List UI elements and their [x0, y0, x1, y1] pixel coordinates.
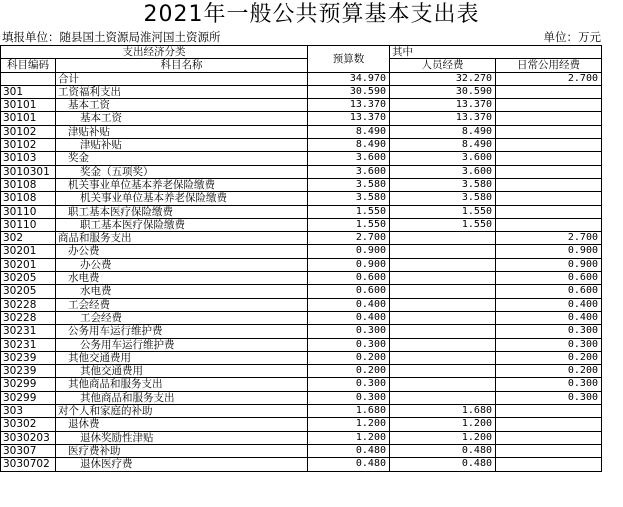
- code-cell: 30108: [1, 192, 56, 205]
- name-cell: 津贴补贴: [56, 139, 308, 152]
- table-row: [1, 365, 602, 378]
- personnel-cell: [390, 378, 496, 391]
- header-econ-class: 支出经济分类: [1, 46, 308, 59]
- personnel-cell: [390, 365, 496, 378]
- code-cell: 30110: [1, 205, 56, 218]
- header-among: 其中: [390, 46, 602, 59]
- personnel-cell: [390, 245, 496, 258]
- daily-cell: [496, 99, 602, 112]
- daily-cell: [496, 125, 602, 138]
- code-cell: 30307: [1, 444, 56, 457]
- code-cell: 30101: [1, 99, 56, 112]
- personnel-cell: [390, 391, 496, 404]
- name-cell: 职工基本医疗保险缴费: [56, 218, 308, 231]
- personnel-cell: 1.200: [390, 431, 496, 444]
- daily-cell: [496, 405, 602, 418]
- table-row: [1, 72, 602, 85]
- name-cell: 工资福利支出: [56, 85, 308, 98]
- table-row: [1, 165, 602, 178]
- daily-cell: [496, 85, 602, 98]
- code-cell: 30228: [1, 298, 56, 311]
- budget-cell: 0.300: [308, 325, 390, 338]
- name-cell: 医疗费补助: [56, 444, 308, 457]
- code-cell: 30205: [1, 285, 56, 298]
- table-body: [1, 72, 602, 471]
- daily-cell: 0.900: [496, 258, 602, 271]
- name-cell: 奖金: [56, 152, 308, 165]
- daily-cell: [496, 139, 602, 152]
- name-cell: 基本工资: [56, 99, 308, 112]
- personnel-cell: 0.480: [390, 458, 496, 471]
- table-row: [1, 192, 602, 205]
- table-row: [1, 125, 602, 138]
- daily-cell: 2.700: [496, 232, 602, 245]
- name-cell: 职工基本医疗保险缴费: [56, 205, 308, 218]
- budget-cell: 3.600: [308, 152, 390, 165]
- budget-cell: 2.700: [308, 232, 390, 245]
- personnel-cell: [390, 338, 496, 351]
- personnel-cell: [390, 325, 496, 338]
- code-cell: [1, 72, 56, 85]
- personnel-cell: 13.370: [390, 99, 496, 112]
- daily-cell: 0.300: [496, 338, 602, 351]
- table-row: [1, 325, 602, 338]
- page-title: 2021年一般公共预算基本支出表: [143, 2, 480, 27]
- budget-cell: 13.370: [308, 112, 390, 125]
- daily-cell: 0.600: [496, 272, 602, 285]
- header-code: 科目编码: [1, 59, 56, 72]
- code-cell: 30102: [1, 125, 56, 138]
- table-row: [1, 272, 602, 285]
- name-cell: 退休奖励性津贴: [56, 431, 308, 444]
- budget-cell: 1.550: [308, 218, 390, 231]
- budget-cell: 0.900: [308, 258, 390, 271]
- code-cell: 30302: [1, 418, 56, 431]
- table-row: [1, 311, 602, 324]
- table-row: [1, 431, 602, 444]
- daily-cell: [496, 205, 602, 218]
- daily-cell: [496, 431, 602, 444]
- name-cell: 工会经费: [56, 298, 308, 311]
- name-cell: 商品和服务支出: [56, 232, 308, 245]
- budget-cell: 0.400: [308, 298, 390, 311]
- table-row: [1, 139, 602, 152]
- daily-cell: [496, 152, 602, 165]
- code-cell: 30110: [1, 218, 56, 231]
- name-cell: 机关事业单位基本养老保险缴费: [56, 192, 308, 205]
- table-row: [1, 258, 602, 271]
- code-cell: 3030203: [1, 431, 56, 444]
- table-row: [1, 205, 602, 218]
- daily-cell: 0.300: [496, 378, 602, 391]
- name-cell: 退休费: [56, 418, 308, 431]
- budget-cell: 30.590: [308, 85, 390, 98]
- code-cell: 30299: [1, 391, 56, 404]
- budget-cell: 0.900: [308, 245, 390, 258]
- daily-cell: 0.900: [496, 245, 602, 258]
- table-row: [1, 351, 602, 364]
- code-cell: 30239: [1, 365, 56, 378]
- name-cell: 工会经费: [56, 311, 308, 324]
- budget-cell: 1.680: [308, 405, 390, 418]
- personnel-cell: 1.200: [390, 418, 496, 431]
- table-row: [1, 218, 602, 231]
- name-cell: 公务用车运行维护费: [56, 325, 308, 338]
- code-cell: 3010301: [1, 165, 56, 178]
- budget-cell: 1.200: [308, 431, 390, 444]
- name-cell: 奖金（五项奖）: [56, 165, 308, 178]
- name-cell: 退休医疗费: [56, 458, 308, 471]
- name-cell: 合计: [56, 72, 308, 85]
- budget-cell: 0.200: [308, 351, 390, 364]
- daily-cell: [496, 112, 602, 125]
- daily-cell: 0.400: [496, 311, 602, 324]
- budget-cell: 8.490: [308, 125, 390, 138]
- budget-cell: 0.600: [308, 272, 390, 285]
- daily-cell: 0.400: [496, 298, 602, 311]
- table-row: [1, 112, 602, 125]
- table-row: [1, 298, 602, 311]
- personnel-cell: 3.580: [390, 178, 496, 191]
- name-cell: 对个人和家庭的补助: [56, 405, 308, 418]
- personnel-cell: 1.550: [390, 205, 496, 218]
- code-cell: 3030702: [1, 458, 56, 471]
- name-cell: 水电费: [56, 285, 308, 298]
- budget-cell: 0.600: [308, 285, 390, 298]
- code-cell: 30239: [1, 351, 56, 364]
- personnel-cell: 1.550: [390, 218, 496, 231]
- name-cell: 其他商品和服务支出: [56, 391, 308, 404]
- daily-cell: 2.700: [496, 72, 602, 85]
- code-cell: 30103: [1, 152, 56, 165]
- table-row: [1, 152, 602, 165]
- name-cell: 办公费: [56, 245, 308, 258]
- budget-cell: 8.490: [308, 139, 390, 152]
- budget-cell: 0.300: [308, 391, 390, 404]
- code-cell: 303: [1, 405, 56, 418]
- budget-cell: 1.200: [308, 418, 390, 431]
- table-row: [1, 338, 602, 351]
- budget-cell: 0.300: [308, 378, 390, 391]
- table-row: [1, 378, 602, 391]
- personnel-cell: 30.590: [390, 85, 496, 98]
- daily-cell: [496, 418, 602, 431]
- table-row: [1, 232, 602, 245]
- code-cell: 30228: [1, 311, 56, 324]
- personnel-cell: 3.580: [390, 192, 496, 205]
- personnel-cell: 3.600: [390, 152, 496, 165]
- daily-cell: [496, 165, 602, 178]
- daily-cell: [496, 218, 602, 231]
- table-row: [1, 458, 602, 471]
- daily-cell: 0.600: [496, 285, 602, 298]
- table-row: [1, 418, 602, 431]
- code-cell: 302: [1, 232, 56, 245]
- personnel-cell: [390, 285, 496, 298]
- table-row: [1, 178, 602, 191]
- personnel-cell: [390, 311, 496, 324]
- name-cell: 办公费: [56, 258, 308, 271]
- table-row: [1, 391, 602, 404]
- budget-cell: 0.480: [308, 458, 390, 471]
- daily-cell: [496, 458, 602, 471]
- budget-cell: 3.580: [308, 178, 390, 191]
- header-daily: 日常公用经费: [496, 59, 602, 72]
- budget-cell: 1.550: [308, 205, 390, 218]
- personnel-cell: 0.480: [390, 444, 496, 457]
- daily-cell: [496, 178, 602, 191]
- personnel-cell: [390, 298, 496, 311]
- budget-table: [0, 45, 602, 472]
- table-row: [1, 405, 602, 418]
- unit-label: 单位：万元: [543, 30, 601, 44]
- table-row: [1, 85, 602, 98]
- personnel-cell: 1.680: [390, 405, 496, 418]
- budget-cell: 13.370: [308, 99, 390, 112]
- daily-cell: 0.300: [496, 325, 602, 338]
- name-cell: 其他商品和服务支出: [56, 378, 308, 391]
- table-row: [1, 99, 602, 112]
- personnel-cell: 8.490: [390, 125, 496, 138]
- table-row: [1, 285, 602, 298]
- code-cell: 301: [1, 85, 56, 98]
- code-cell: 30231: [1, 338, 56, 351]
- code-cell: 30102: [1, 139, 56, 152]
- code-cell: 30101: [1, 112, 56, 125]
- name-cell: 水电费: [56, 272, 308, 285]
- personnel-cell: 3.600: [390, 165, 496, 178]
- budget-cell: 0.200: [308, 365, 390, 378]
- code-cell: 30299: [1, 378, 56, 391]
- personnel-cell: [390, 272, 496, 285]
- name-cell: 其他交通费用: [56, 351, 308, 364]
- header-budget: 预算数: [308, 46, 390, 73]
- budget-cell: 3.580: [308, 192, 390, 205]
- table-row: [1, 245, 602, 258]
- personnel-cell: 13.370: [390, 112, 496, 125]
- name-cell: 津贴补贴: [56, 125, 308, 138]
- budget-cell: 0.480: [308, 444, 390, 457]
- budget-cell: 34.970: [308, 72, 390, 85]
- daily-cell: 0.300: [496, 391, 602, 404]
- daily-cell: 0.200: [496, 365, 602, 378]
- code-cell: 30201: [1, 258, 56, 271]
- header-name: 科目名称: [56, 59, 308, 72]
- code-cell: 30108: [1, 178, 56, 191]
- daily-cell: 0.200: [496, 351, 602, 364]
- code-cell: 30205: [1, 272, 56, 285]
- name-cell: 基本工资: [56, 112, 308, 125]
- header-personnel: 人员经费: [390, 59, 496, 72]
- personnel-cell: 8.490: [390, 139, 496, 152]
- daily-cell: [496, 192, 602, 205]
- budget-cell: 3.600: [308, 165, 390, 178]
- name-cell: 公务用车运行维护费: [56, 338, 308, 351]
- table-row: [1, 444, 602, 457]
- budget-cell: 0.300: [308, 338, 390, 351]
- reporting-unit: 填报单位：随县国土资源局淮河国土资源所: [2, 30, 221, 44]
- name-cell: 其他交通费用: [56, 365, 308, 378]
- budget-cell: 0.400: [308, 311, 390, 324]
- code-cell: 30201: [1, 245, 56, 258]
- personnel-cell: [390, 351, 496, 364]
- personnel-cell: 32.270: [390, 72, 496, 85]
- personnel-cell: [390, 232, 496, 245]
- name-cell: 机关事业单位基本养老保险缴费: [56, 178, 308, 191]
- personnel-cell: [390, 258, 496, 271]
- daily-cell: [496, 444, 602, 457]
- code-cell: 30231: [1, 325, 56, 338]
